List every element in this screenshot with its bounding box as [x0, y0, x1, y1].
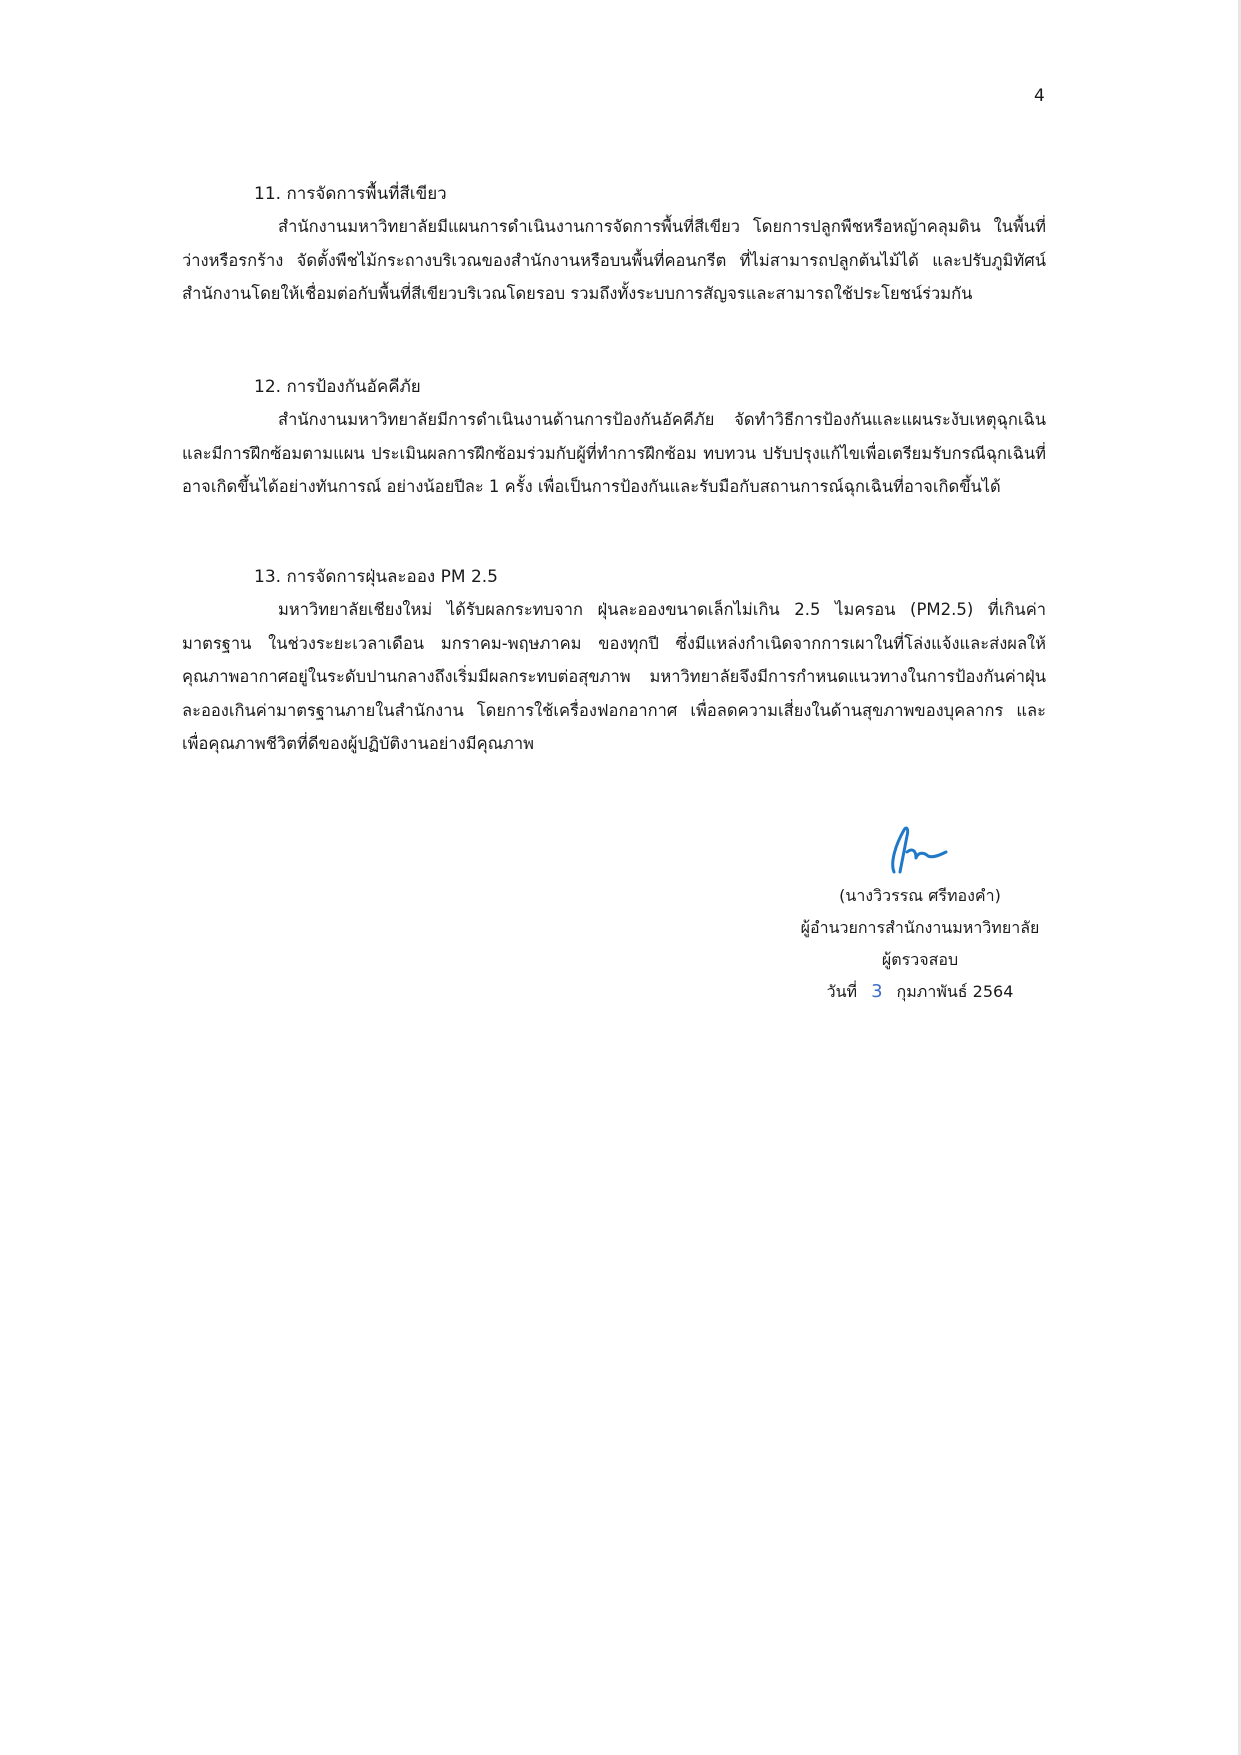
section-pm25 [182, 561, 1046, 761]
section-heading: 13. การจัดการฝุ่นละออง PM 2.5 [254, 567, 498, 587]
date-month-year: กุมภาพันธ์ 2564 [896, 982, 1014, 1001]
section-body: สำนักงานมหาวิทยาลัยมีการดำเนินงานด้านการป้องกันอัคคีภัย จัดทำวิธีการป้องกันและแผนระงับเหตุฉุกเฉิน และมีการฝึกซ้อมตามแผน ประเมินผลการฝึกซ้อมร่วมกับผู้ที่ทำการฝึกซ้อม ทบทวน ปรับปรุงแก้ไขเพื่อเตรียมรับกรณีฉุกเฉินที่อาจเกิดขึ้นได้อย่างทันการณ์ อย่างน้อยปีละ 1 ครั้ง เพื่อเป็นการป้องกันและรับมือกับสถานการณ์ฉุกเฉินที่อาจเกิดขึ้นได้ [182, 410, 1046, 496]
section-fire-prevention [182, 371, 1046, 504]
section-green-space [182, 178, 1046, 311]
handwritten-signature [880, 822, 960, 878]
section-heading: 11. การจัดการพื้นที่สีเขียว [254, 184, 447, 204]
section-body: มหาวิทยาลัยเชียงใหม่ ได้รับผลกระทบจาก ฝุ่นละอองขนาดเล็กไม่เกิน 2.5 ไมครอน (PM2.5) ที่เกินค่ามาตรฐาน ในช่วงระยะเวลาเดือน มกราคม-พฤษภาคม ของทุกปี ซึ่งมีแหล่งกำเนิดจากการเผาในที่โล่งแจ้งและส่งผลให้คุณภาพอากาศอยู่ในระดับปานกลางถึงเริ่มมีผลกระทบต่อสุขภาพ มหาวิทยาลัยจึงมีการกำหนดแนวทางในการป้องกันค่าฝุ่นละอองเกินค่ามาตรฐานภายในสำนักงาน โดยการใช้เครื่องฟอกอากาศ เพื่อลดความเสี่ยงในด้านสุขภาพของบุคลากร และเพื่อคุณภาพชีวิตที่ดีของผู้ปฏิบัติงานอย่างมีคุณภาพ [182, 600, 1046, 753]
signature-date [790, 976, 1050, 1008]
section-body: สำนักงานมหาวิทยาลัยมีแผนการดำเนินงานการจัดการพื้นที่สีเขียว โดยการปลูกพืชหรือหญ้าคลุมดิน ในพื้นที่ว่างหรือรกร้าง จัดตั้งพืชไม้กระถางบริเวณของสำนักงานหรือบนพื้นที่คอนกรีต ที่ไม่สามารถปลูกต้นไม้ได้ และปรับภูมิทัศน์สำนักงานโดยให้เชื่อมต่อกับพื้นที่สีเขียวบริเวณโดยรอบ รวมถึงทั้งระบบการสัญจรและสามารถใช้ประโยชน์ร่วมกัน [182, 217, 1046, 303]
signature-block [790, 822, 1050, 1008]
signer-position: ผู้อำนวยการสำนักงานมหาวิทยาลัย [800, 918, 1040, 937]
section-heading: 12. การป้องกันอัคคีภัย [254, 377, 421, 397]
signer-role: ผู้ตรวจสอบ [881, 950, 959, 969]
page-number: 4 [1034, 86, 1045, 106]
date-day: 3 [871, 981, 883, 1002]
date-label: วันที่ [826, 982, 858, 1001]
signer-name: (นางวิวรรณ ศรีทองคำ) [839, 886, 1001, 905]
